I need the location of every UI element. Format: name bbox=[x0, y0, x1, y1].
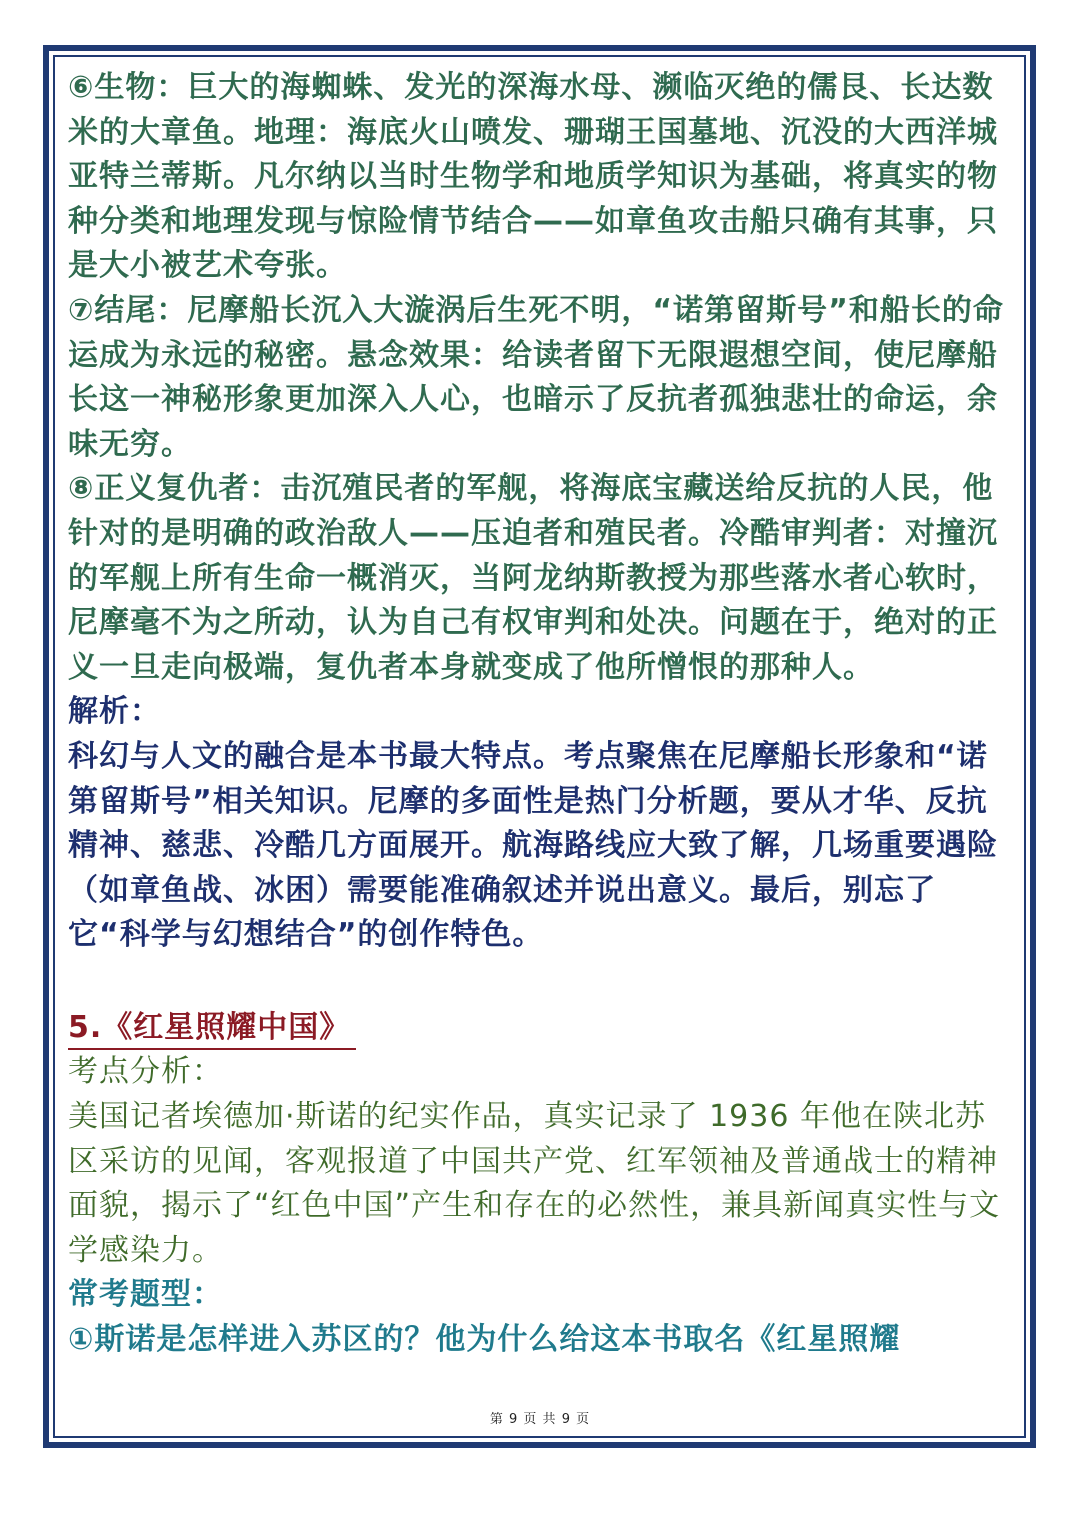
spacer bbox=[68, 958, 1012, 1002]
item-6-paragraph: ⑥生物：巨大的海蜘蛛、发光的深海水母、濒临灭绝的儒艮、长达数米的大章鱼。地理：海底火山喷发、珊瑚王国墓地、沉没的大西洋城亚特兰蒂斯。凡尔纳以当时生物学和地质学知识为基础，将真实的物种分类和地理发现与惊险情节结合——如章鱼攻击船只确有其事，只是大小被艺术夸张。 bbox=[68, 70, 998, 284]
analysis-heading: 解析： bbox=[68, 694, 161, 730]
analysis-paragraph: 科幻与人文的融合是本书最大特点。考点聚焦在尼摩船长形象和“诺第留斯号”相关知识。尼摩的多面性是热门分析题，要从才华、反抗精神、慈悲、冷酷几方面展开。航海路线应大致了解，几场重要遇险（如章鱼战、冰困）需要能准确叙述并说出意义。最后，别忘了它“科学与幻想结合”的创作特色。 bbox=[68, 738, 998, 953]
page-footer: 第 9 页 共 9 页 bbox=[489, 1412, 591, 1427]
question-1: ①斯诺是怎样进入苏区的？他为什么给这本书取名《红星照耀 bbox=[68, 1322, 901, 1358]
changkao-heading: 常考题型： bbox=[68, 1277, 223, 1313]
kaodian-heading: 考点分析： bbox=[68, 1054, 223, 1090]
item-8-paragraph: ⑧正义复仇者：击沉殖民者的军舰，将海底宝藏送给反抗的人民，他针对的是明确的政治敌人——压迫者和殖民者。冷酷审判者：对撞沉的军舰上所有生命一概消灭，当阿龙纳斯教授为那些落水者心软时，尼摩毫不为之所动，认为自己有权审判和处决。问题在于，绝对的正义一旦走向极端，复仇者本身就变成了他所憎恨的那种人。 bbox=[68, 471, 998, 685]
section-title: 5.《红星照耀中国》 bbox=[68, 1008, 356, 1050]
item-7-paragraph: ⑦结尾：尼摩船长沉入大漩涡后生死不明，“诺第留斯号”和船长的命运成为永远的秘密。悬念效果：给读者留下无限遐想空间，使尼摩船长这一神秘形象更加深入人心，也暗示了反抗者孤独悲壮的命运，余味无穷。 bbox=[68, 292, 1004, 462]
document-content bbox=[68, 66, 1012, 1363]
kaodian-paragraph: 美国记者埃德加·斯诺的纪实作品，真实记录了 1936 年他在陕北苏区采访的见闻，客观报道了中国共产党、红军领袖及普通战士的精神面貌，揭示了“红色中国”产生和存在的必然性，兼具新闻真实性与文学感染力。 bbox=[68, 1099, 1001, 1268]
